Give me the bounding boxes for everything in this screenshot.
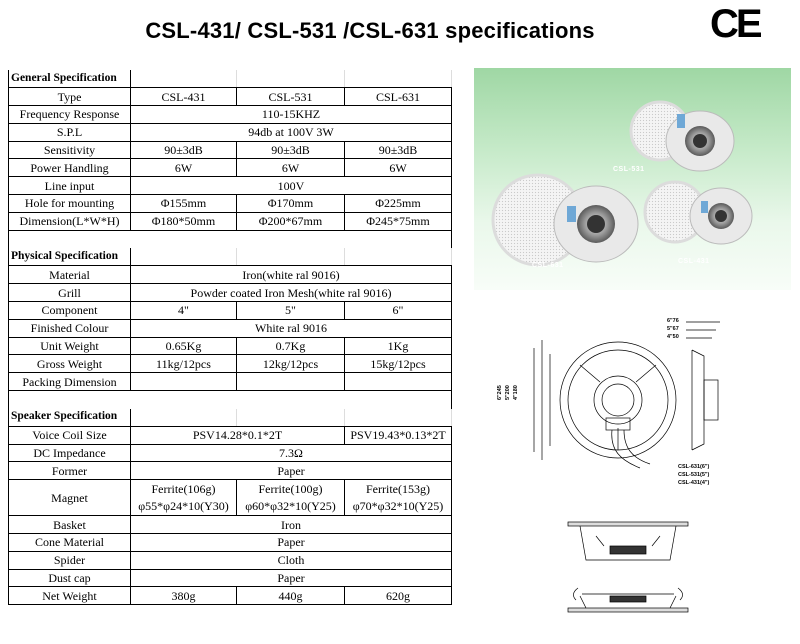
table-row bbox=[9, 569, 452, 587]
cell: Paper bbox=[131, 569, 452, 587]
cell: 90±3dB bbox=[345, 141, 452, 159]
table-row bbox=[9, 355, 452, 373]
legend-item: CSL-531(5") bbox=[678, 472, 710, 478]
cell: Cloth bbox=[131, 551, 452, 569]
cell: Φ200*67mm bbox=[237, 212, 345, 230]
cell: 440g bbox=[237, 587, 345, 605]
table-row bbox=[9, 266, 452, 284]
photo-label-csl-531: CSL-531 bbox=[613, 166, 645, 173]
table-row bbox=[9, 159, 452, 177]
table-row bbox=[9, 212, 452, 230]
dimension-top bbox=[667, 317, 679, 341]
cell: Φ245*75mm bbox=[345, 212, 452, 230]
cell: Φ155mm bbox=[131, 195, 237, 213]
dim-label: 4"180 bbox=[513, 385, 519, 400]
legend-item: CSL-631(6") bbox=[678, 464, 710, 470]
cell: 380g bbox=[131, 587, 237, 605]
dim-label: 6"76 bbox=[667, 318, 679, 324]
row-label: Finished Colour bbox=[9, 319, 131, 337]
cell: 1Kg bbox=[345, 337, 452, 355]
table-row bbox=[9, 426, 452, 444]
ce-mark-logo: CE bbox=[710, 2, 760, 46]
cell: Φ180*50mm bbox=[131, 212, 237, 230]
cell bbox=[131, 480, 237, 516]
table-row bbox=[9, 177, 452, 195]
table-row bbox=[9, 551, 452, 569]
table-row bbox=[9, 319, 452, 337]
cell bbox=[237, 480, 345, 516]
dim-label: 5"67 bbox=[667, 326, 679, 332]
magnet-material: Ferrite(100g) bbox=[258, 481, 323, 496]
cell: 7.3Ω bbox=[131, 444, 452, 462]
row-label: Grill bbox=[9, 284, 131, 302]
section-title: Physical Specification bbox=[9, 248, 131, 266]
row-label: Frequency Response bbox=[9, 106, 131, 124]
cell: 11kg/12pcs bbox=[131, 355, 237, 373]
table-row bbox=[9, 480, 452, 516]
table-row bbox=[9, 337, 452, 355]
magnet-size: φ60*φ32*10(Y25) bbox=[245, 498, 336, 513]
row-label: Line input bbox=[9, 177, 131, 195]
cell: CSL-431 bbox=[131, 88, 237, 106]
table-row bbox=[9, 516, 452, 534]
section-spacer bbox=[9, 391, 452, 409]
cell: 94db at 100V 3W bbox=[131, 123, 452, 141]
table-row bbox=[9, 302, 452, 320]
speaker-illustrations bbox=[474, 68, 791, 290]
magnet-size: φ70*φ32*10(Y25) bbox=[352, 498, 444, 513]
photo-label-csl-631: CSL-631 bbox=[532, 262, 564, 269]
cell: 6W bbox=[345, 159, 452, 177]
magnet-size: φ55*φ24*10(Y30) bbox=[138, 498, 229, 513]
table-row bbox=[9, 462, 452, 480]
product-photo bbox=[474, 68, 791, 290]
section-spacer bbox=[9, 230, 452, 248]
row-label: Net Weight bbox=[9, 587, 131, 605]
dim-label: 5"200 bbox=[505, 385, 511, 400]
cell bbox=[131, 373, 237, 391]
row-label: Hole for mounting bbox=[9, 195, 131, 213]
row-label: DC Impedance bbox=[9, 444, 131, 462]
section-header-speaker bbox=[9, 409, 452, 427]
cell: 12kg/12pcs bbox=[237, 355, 345, 373]
section-header-general bbox=[9, 70, 452, 88]
section-header-physical bbox=[9, 248, 452, 266]
section-title: Speaker Specification bbox=[9, 409, 131, 427]
cell: 90±3dB bbox=[237, 141, 345, 159]
cell: PSV14.28*0.1*2T bbox=[131, 426, 345, 444]
cell: PSV19.43*0.13*2T bbox=[345, 426, 452, 444]
table-row bbox=[9, 587, 452, 605]
cell bbox=[345, 480, 452, 516]
cell: Powder coated Iron Mesh(white ral 9016) bbox=[131, 284, 452, 302]
table-row bbox=[9, 373, 452, 391]
row-label: Dust cap bbox=[9, 569, 131, 587]
cell: 6" bbox=[345, 302, 452, 320]
row-label: Power Handling bbox=[9, 159, 131, 177]
row-label: Component bbox=[9, 302, 131, 320]
csl-431-speaker bbox=[645, 182, 752, 244]
cell: Φ225mm bbox=[345, 195, 452, 213]
row-label: Spider bbox=[9, 551, 131, 569]
row-label: Cone Material bbox=[9, 534, 131, 552]
cell: White ral 9016 bbox=[131, 319, 452, 337]
cell: CSL-631 bbox=[345, 88, 452, 106]
table-row bbox=[9, 284, 452, 302]
cell: Φ170mm bbox=[237, 195, 345, 213]
row-label: Gross Weight bbox=[9, 355, 131, 373]
specification-table bbox=[8, 70, 452, 605]
page-title: CSL-431/ CSL-531 /CSL-631 specifications bbox=[145, 18, 595, 43]
csl-631-speaker bbox=[493, 175, 638, 265]
table-row bbox=[9, 444, 452, 462]
dimension-side bbox=[512, 385, 520, 400]
section-title: General Specification bbox=[9, 70, 131, 88]
table-row bbox=[9, 88, 452, 106]
magnet-material: Ferrite(153g) bbox=[366, 481, 430, 496]
table-row bbox=[9, 123, 452, 141]
row-label: Material bbox=[9, 266, 131, 284]
row-label: S.P.L bbox=[9, 123, 131, 141]
table-row bbox=[9, 141, 452, 159]
magnet-material: Ferrite(106g) bbox=[151, 481, 216, 496]
cell: 6W bbox=[237, 159, 345, 177]
row-label: Former bbox=[9, 462, 131, 480]
table-row bbox=[9, 534, 452, 552]
cell: 4" bbox=[131, 302, 237, 320]
cell: 90±3dB bbox=[131, 141, 237, 159]
photo-label-csl-431: CSL-431 bbox=[678, 258, 710, 265]
cell bbox=[237, 373, 345, 391]
csl-531-speaker bbox=[631, 102, 734, 171]
table-row bbox=[9, 195, 452, 213]
cell: 100V bbox=[131, 177, 452, 195]
cell: CSL-531 bbox=[237, 88, 345, 106]
row-label: Type bbox=[9, 88, 131, 106]
row-label: Unit Weight bbox=[9, 337, 131, 355]
dim-label: 4"50 bbox=[667, 334, 679, 340]
cell: Paper bbox=[131, 534, 452, 552]
cell: Iron bbox=[131, 516, 452, 534]
row-label: Sensitivity bbox=[9, 141, 131, 159]
cell: 5" bbox=[237, 302, 345, 320]
dimension-side bbox=[504, 385, 512, 400]
row-label: Dimension(L*W*H) bbox=[9, 212, 131, 230]
row-label: Basket bbox=[9, 516, 131, 534]
row-label: Magnet bbox=[9, 480, 131, 516]
cell: 110-15KHZ bbox=[131, 106, 452, 124]
cell: Paper bbox=[131, 462, 452, 480]
cell: 15kg/12pcs bbox=[345, 355, 452, 373]
row-label: Voice Coil Size bbox=[9, 426, 131, 444]
model-legend bbox=[678, 463, 709, 487]
legend-item: CSL-431(4") bbox=[678, 480, 710, 486]
cell: Iron(white ral 9016) bbox=[131, 266, 452, 284]
dim-label: 6"245 bbox=[497, 385, 503, 400]
cell: 620g bbox=[345, 587, 452, 605]
row-label: Packing Dimension bbox=[9, 373, 131, 391]
cell bbox=[345, 373, 452, 391]
cell: 6W bbox=[131, 159, 237, 177]
cell: 0.7Kg bbox=[237, 337, 345, 355]
table-row bbox=[9, 106, 452, 124]
dimension-side bbox=[496, 385, 504, 400]
cell: 0.65Kg bbox=[131, 337, 237, 355]
